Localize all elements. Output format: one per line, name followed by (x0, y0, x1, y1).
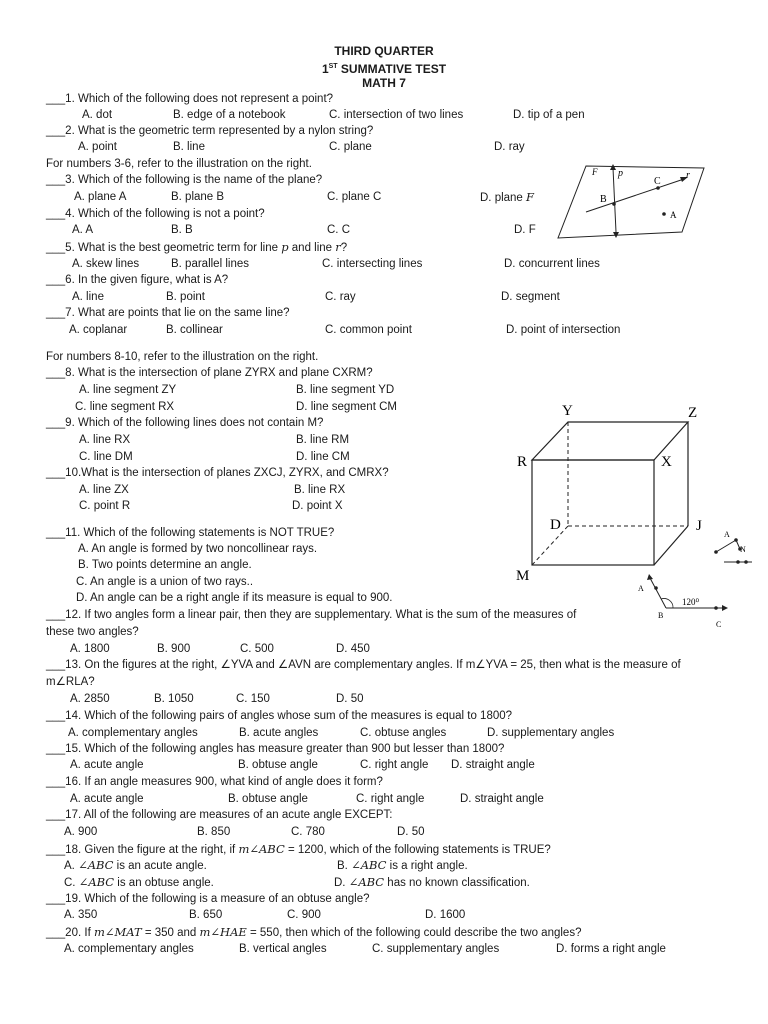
choice: A. line (72, 291, 104, 303)
question-stem: ___1. Which of the following does not represent a point? (46, 93, 334, 105)
choice: B. point (166, 291, 205, 303)
choice: D. line CM (296, 451, 350, 463)
choice: A. coplanar (69, 324, 128, 336)
choice: B. obtuse angle (238, 759, 318, 771)
choice: D. plane F (480, 190, 535, 204)
question-stem: ___17. All of the following are measures of an acute angle EXCEPT: (46, 809, 393, 821)
choice: A. line RX (79, 434, 131, 446)
choice: A. ∠ABC is an acute angle. (64, 858, 207, 872)
choice: C. 900 (287, 909, 321, 921)
choice: C. 500 (240, 643, 274, 655)
question-stem: ___12. If two angles form a linear pair, then they are supplementary. What is the sum of the measures of (46, 609, 577, 621)
question-stem: ___11. Which of the following statements is NOT TRUE? (46, 527, 335, 539)
label-c: C (654, 176, 661, 187)
choice: B. 1050 (154, 693, 194, 705)
label-z: Z (688, 405, 698, 421)
choice: C. common point (325, 324, 412, 336)
choice: B. Two points determine an angle. (78, 559, 252, 571)
label-m: M (516, 568, 530, 584)
question-stem: ___13. On the figures at the right, ∠YVA and ∠AVN are complementary angles. If m∠YVA = 25, then what is the measure of (46, 659, 681, 671)
choice: A. dot (82, 109, 113, 121)
choice: A. point (78, 141, 117, 153)
label-a: A (670, 210, 677, 220)
label-y: Y (562, 403, 573, 419)
choice: D. point of intersection (506, 324, 621, 336)
choice: C. ray (325, 291, 356, 303)
choice: D. forms a right angle (556, 943, 666, 955)
choice: D. concurrent lines (504, 258, 600, 270)
question-stem: ___14. Which of the following pairs of angles whose sum of the measures is equal to 1800? (46, 710, 513, 722)
choice: C. C (327, 224, 350, 236)
label-r: R (517, 454, 528, 470)
choice: B. obtuse angle (228, 793, 308, 805)
choice: D. 1600 (425, 909, 466, 921)
choice: C. right angle (356, 793, 425, 805)
choice: B. plane B (171, 191, 225, 203)
instruction: For numbers 3-6, refer to the illustration on the right. (46, 158, 312, 170)
question-stem: ___3. Which of the following is the name of the plane? (46, 174, 323, 186)
choice: D. tip of a pen (513, 109, 585, 121)
choice: A. A (72, 224, 94, 236)
choice: B. line (173, 141, 205, 153)
choice: A. line segment ZY (79, 384, 177, 396)
choice: D. point X (292, 500, 343, 512)
label-r: r (686, 170, 690, 181)
choice: B. vertical angles (239, 943, 327, 955)
question-stem: ___16. If an angle measures 900, what kind of angle does it form? (46, 776, 383, 788)
choice: A. 2850 (70, 693, 110, 705)
choice: A. 1800 (70, 643, 110, 655)
choice: D. straight angle (451, 759, 535, 771)
question-stem: ___5. What is the best geometric term for line p and line r? (46, 240, 348, 254)
choice: A. acute angle (70, 793, 144, 805)
choice: B. ∠ABC is a right angle. (337, 858, 468, 872)
choice: A. line ZX (79, 484, 129, 496)
choice: A. 350 (64, 909, 98, 921)
choice: B. B (171, 224, 193, 236)
choice: B. collinear (166, 324, 223, 336)
choice: C. intersection of two lines (329, 109, 464, 121)
label-p: p (618, 168, 623, 179)
choice: D. ∠ABC has no known classification. (334, 875, 530, 889)
choice: A. plane A (74, 191, 127, 203)
choice: B. 650 (189, 909, 223, 921)
choice: A. complementary angles (68, 727, 198, 739)
choice: C. 150 (236, 693, 270, 705)
choice: D. 50 (397, 826, 425, 838)
question-stem: ___4. Which of the following is not a point? (46, 208, 265, 220)
question-stem: ___15. Which of the following angles has measure greater than 900 but lesser than 1800? (46, 743, 505, 755)
title-line-1: THIRD QUARTER (334, 44, 434, 58)
choice: C. point R (79, 500, 131, 512)
question-stem: ___6. In the given figure, what is A? (46, 274, 229, 286)
choice: B. line RM (296, 434, 350, 446)
angle-measure: 120⁰ (682, 597, 700, 607)
label-x: X (661, 454, 672, 470)
question-stem: m∠RLA? (46, 676, 95, 688)
choice: B. parallel lines (171, 258, 249, 270)
choice: C. line DM (79, 451, 133, 463)
question-stem: ___8. What is the intersection of plane ZYRX and plane CXRM? (46, 367, 373, 379)
choice: D. F (514, 224, 536, 236)
question-stem: ___10.What is the intersection of planes ZXCJ, ZYRX, and CMRX? (46, 467, 389, 479)
choice: D. 450 (336, 643, 370, 655)
choice: B. 900 (157, 643, 191, 655)
choice: C. plane (329, 141, 372, 153)
choice: A. complementary angles (64, 943, 194, 955)
label-n: N (740, 545, 746, 554)
instruction: For numbers 8-10, refer to the illustration on the right. (46, 351, 319, 363)
plane-figure (556, 162, 706, 244)
choice: B. line segment YD (296, 384, 395, 396)
title-line-3: MATH 7 (362, 76, 406, 90)
choice: B. line RX (294, 484, 346, 496)
question-stem: ___19. Which of the following is a measure of an obtuse angle? (46, 893, 370, 905)
choice: B. edge of a notebook (173, 109, 286, 121)
label-b: B (600, 194, 607, 205)
choice: B. acute angles (239, 727, 319, 739)
choice: A. An angle is formed by two noncollinear rays. (78, 543, 318, 555)
choice: B. 850 (197, 826, 231, 838)
choice: C. plane C (327, 191, 382, 203)
label-b-angle: B (658, 611, 664, 620)
label-c-angle: C (716, 620, 722, 629)
question-stem: these two angles? (46, 626, 139, 638)
choice: C. ∠ABC is an obtuse angle. (64, 875, 214, 889)
choice: D. line segment CM (296, 401, 397, 413)
question-stem: ___9. Which of the following lines does not contain M? (46, 417, 324, 429)
question-stem: ___2. What is the geometric term represented by a nylon string? (46, 125, 374, 137)
choice: D. 50 (336, 693, 364, 705)
label-j: J (696, 518, 702, 534)
choice: C. right angle (360, 759, 429, 771)
question-stem: ___20. If m∠MAT = 350 and m∠HAE = 550, then which of the following could describe the two angles? (46, 925, 582, 939)
angle-figures (628, 528, 758, 634)
choice: C. intersecting lines (322, 258, 423, 270)
choice: C. obtuse angles (360, 727, 447, 739)
choice: D. ray (494, 141, 525, 153)
choice: A. skew lines (72, 258, 140, 270)
choice: C. 780 (291, 826, 325, 838)
label-d: D (550, 517, 561, 533)
choice: C. line segment RX (75, 401, 175, 413)
label-a-angle: A (638, 584, 644, 593)
title-line-2: 1ST SUMMATIVE TEST (321, 62, 447, 76)
choice: C. An angle is a union of two rays.. (76, 576, 254, 588)
question-stem: ___18. Given the figure at the right, if m∠ABC = 1200, which of the following statements is TRUE? (46, 842, 551, 856)
choice: A. acute angle (70, 759, 144, 771)
choice: D. An angle can be a right angle if its measure is equal to 900. (76, 592, 393, 604)
label-a-small: A (724, 530, 730, 539)
choice: C. supplementary angles (372, 943, 500, 955)
choice: D. segment (501, 291, 560, 303)
choice: A. 900 (64, 826, 98, 838)
choice: D. supplementary angles (487, 727, 615, 739)
question-stem: ___7. What are points that lie on the same line? (46, 307, 290, 319)
label-f: F (592, 167, 598, 177)
choice: D. straight angle (460, 793, 544, 805)
